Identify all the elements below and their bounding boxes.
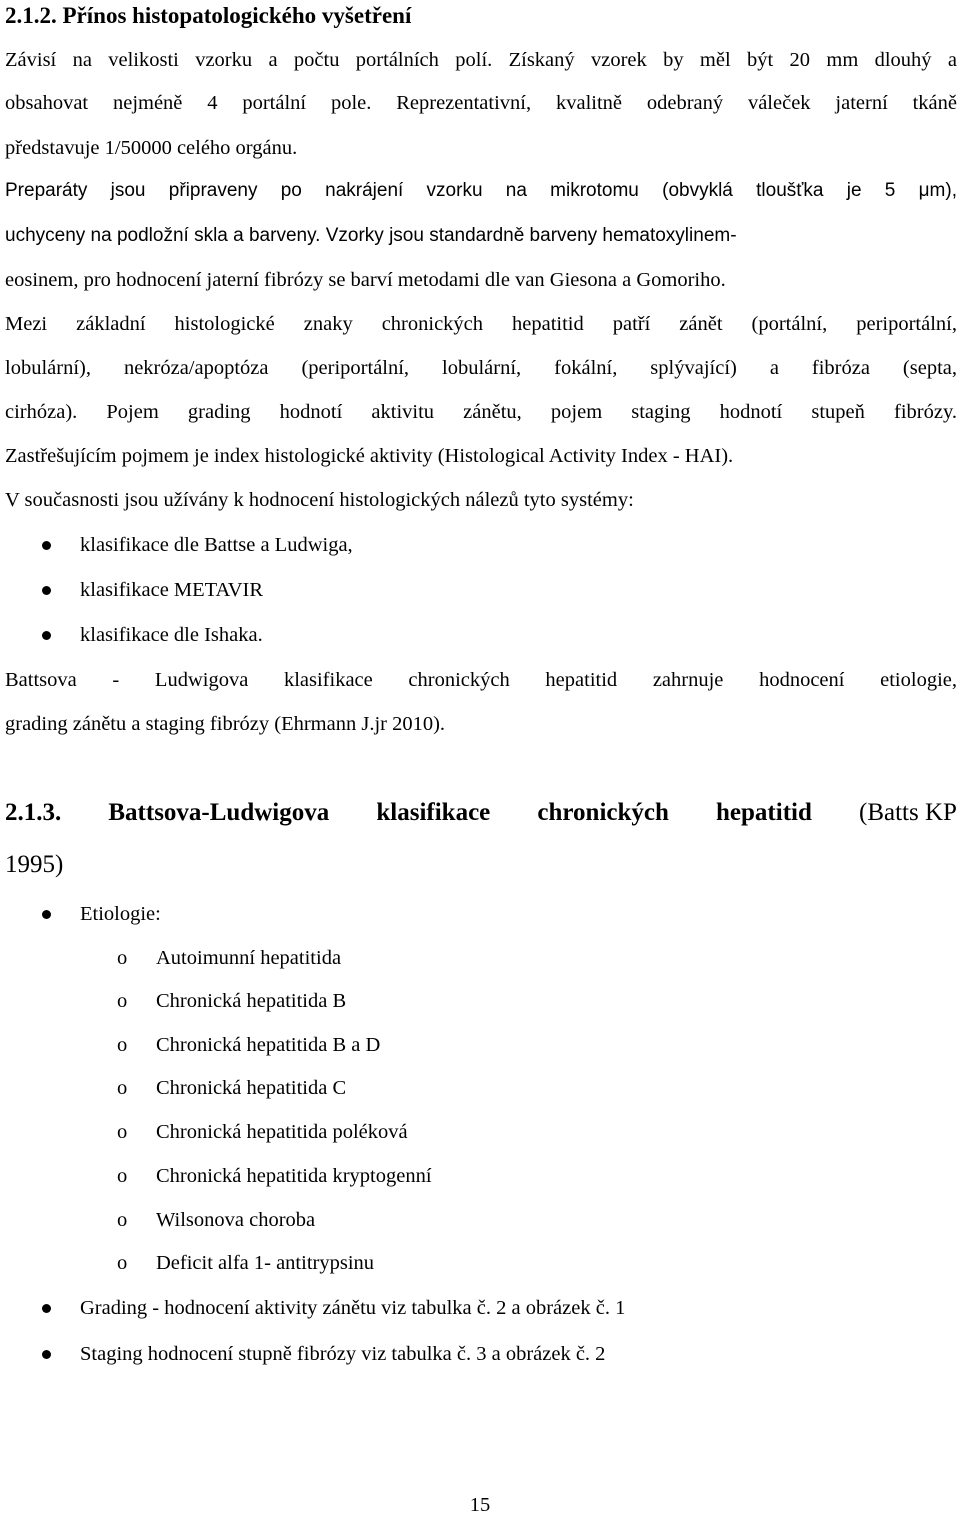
sub-bullet: o xyxy=(117,1121,128,1143)
system-list-item-2: klasifikace METAVIR xyxy=(80,579,264,601)
heading-word: klasifikace xyxy=(376,799,491,826)
bullet-dot xyxy=(42,631,51,640)
sub-bullet: o xyxy=(117,1165,128,1187)
sub-bullet: o xyxy=(117,1077,128,1099)
bullet-dot xyxy=(42,910,51,919)
etiology-item-5: Chronická hepatitida poléková xyxy=(156,1121,408,1143)
section-heading-2-1-3 xyxy=(5,800,957,825)
heading-reference: (Batts KP xyxy=(859,799,957,826)
paragraph-line-9: cirhóza). Pojem grading hodnotí aktivitu zánětu, pojem staging hodnotí stupeň fibrózy. xyxy=(5,401,957,423)
paragraph-line-5a xyxy=(5,225,737,246)
etiology-item-3: Chronická hepatitida B a D xyxy=(156,1034,381,1056)
paragraph-line-11: V současnosti jsou užívány k hodnocení histologických nálezů tyto systémy: xyxy=(5,489,634,511)
paragraph-line-5-text: uchyceny na podložní skla a barveny. Vzorky jsou standardně barveny hematoxylinem- xyxy=(5,225,737,246)
paragraph-line-2: obsahovat nejméně 4 portální pole. Reprezentativní, kvalitně odebraný váleček jaterní tkáně xyxy=(5,92,957,114)
staging-item: Staging hodnocení stupně fibrózy viz tabulka č. 3 a obrázek č. 2 xyxy=(80,1343,606,1365)
bullet-dot xyxy=(42,1350,51,1359)
heading-reference-year: 1995) xyxy=(5,851,64,878)
heading-word: Battsova-Ludwigova xyxy=(108,799,330,826)
bullet-dot xyxy=(42,541,51,550)
etiology-item-1: Autoimunní hepatitida xyxy=(156,947,342,969)
system-list-item-1: klasifikace dle Battse a Ludwiga, xyxy=(80,534,353,556)
paragraph-line-8: lobulární), nekróza/apoptóza (periportální, lobulární, fokální, splývající) a fibróza (septa, xyxy=(5,357,957,379)
bullet-dot xyxy=(42,1304,51,1313)
etiology-item-7: Wilsonova choroba xyxy=(156,1209,316,1231)
closing-line-1: Battsova - Ludwigova klasifikace chronických hepatitid zahrnuje hodnocení etiologie, xyxy=(5,669,957,691)
paragraph-line-4: Preparáty jsou připraveny po nakrájení vzorku na mikrotomu (obvyklá tloušťka je 5 μm), xyxy=(5,180,957,201)
system-list-item-3: klasifikace dle Ishaka. xyxy=(80,624,263,646)
heading-word: hepatitid xyxy=(716,799,812,826)
paragraph-line-1: Závisí na velikosti vzorku a počtu portálních polí. Získaný vzorek by měl být 20 mm dlouhý a xyxy=(5,49,957,71)
paragraph-line-10: Zastřešujícím pojmem je index histologické aktivity (Histological Activity Index - HAI). xyxy=(5,445,734,467)
sub-bullet: o xyxy=(117,1034,128,1056)
paragraph-line-7: Mezi základní histologické znaky chronických hepatitid patří zánět (portální, periportální, xyxy=(5,313,957,335)
sub-bullet: o xyxy=(117,1209,128,1231)
sub-bullet: o xyxy=(117,990,128,1012)
page-number: 15 xyxy=(469,1494,491,1516)
etiology-item-4: Chronická hepatitida C xyxy=(156,1077,347,1099)
etiology-item-2: Chronická hepatitida B xyxy=(156,990,347,1012)
bullet-dot xyxy=(42,586,51,595)
etiology-label: Etiologie: xyxy=(80,903,161,925)
section-heading-2-1-2: 2.1.2. Přínos histopatologického vyšetření xyxy=(5,3,412,28)
etiology-item-6: Chronická hepatitida kryptogenní xyxy=(156,1165,432,1187)
paragraph-line-6: eosinem, pro hodnocení jaterní fibrózy se barví metodami dle van Giesona a Gomoriho. xyxy=(5,269,726,291)
heading-word: chronických xyxy=(537,799,669,826)
sub-bullet: o xyxy=(117,947,128,969)
heading-number: 2.1.3. xyxy=(5,799,62,826)
paragraph-line-3: představuje 1/50000 celého orgánu. xyxy=(5,137,298,159)
sub-bullet: o xyxy=(117,1252,128,1274)
etiology-item-8: Deficit alfa 1- antitrypsinu xyxy=(156,1252,375,1274)
grading-item: Grading - hodnocení aktivity zánětu viz tabulka č. 2 a obrázek č. 1 xyxy=(80,1297,626,1319)
closing-line-2: grading zánětu a staging fibrózy (Ehrmann J.jr 2010). xyxy=(5,713,446,735)
